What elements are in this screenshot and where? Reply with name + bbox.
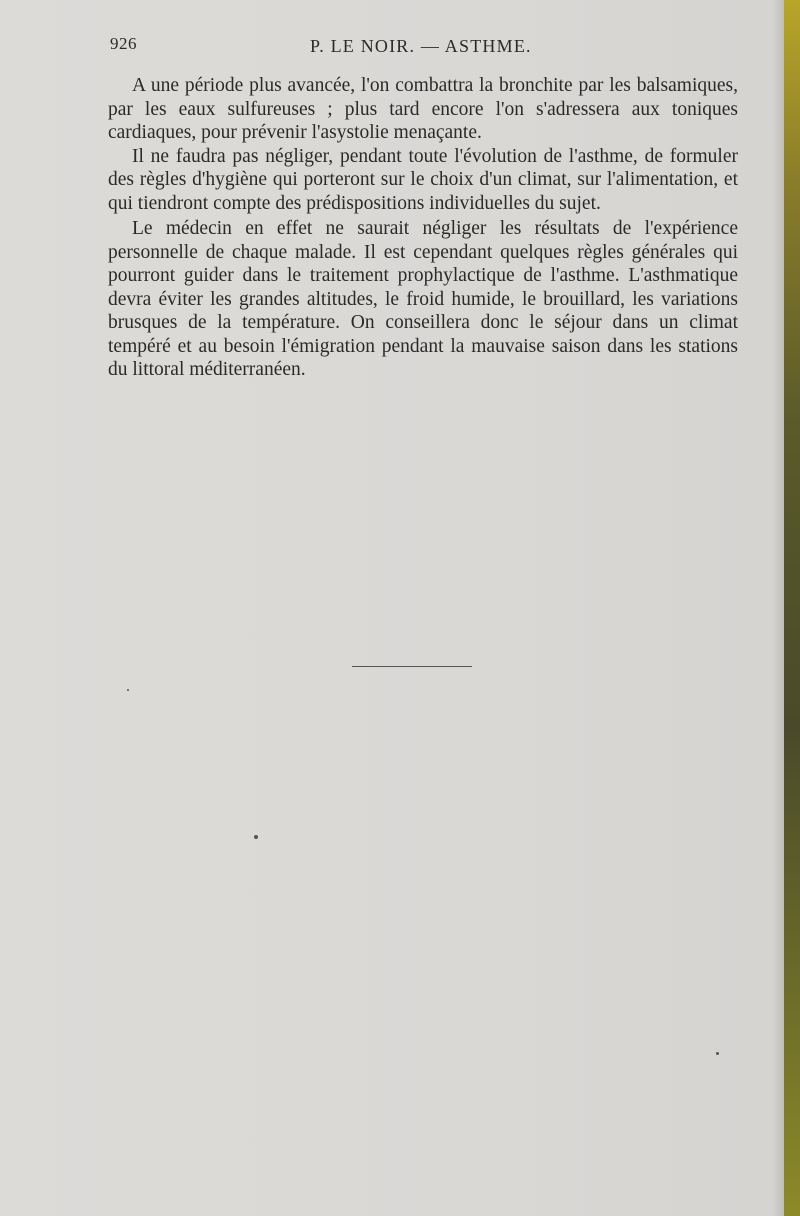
paragraph-2: Il ne faudra pas négliger, pendant toute l'évolution de l'asthme, de formuler des règles d'hygiène qui porteront sur le choix d'un climat, sur l'alimentation, et qui tiendront compte des prédispositions individuelles du sujet.	[108, 145, 738, 214]
paragraph-3: Le médecin en effet ne saurait négliger les résultats de l'expérience personnelle de chaque malade. Il est cependant quelques règles générales qui pourront guider dans le traitement prophylactique de l'asthme. L'asthmatique devra éviter les grandes altitudes, le froid humide, le brouillard, les variations brusques de la température. On conseillera donc le séjour dans un climat tempéré et au besoin l'émigration pendant la mauvaise saison dans les stations du littoral méditerranéen.	[108, 218, 738, 380]
page-edge-shadow	[774, 0, 784, 1216]
paper-speck	[254, 835, 258, 839]
book-edge	[784, 0, 800, 1216]
page-header	[110, 34, 730, 64]
paper-speck	[127, 689, 129, 691]
running-head: P. LE NOIR. — ASTHME.	[310, 36, 532, 56]
page-number: 926	[110, 34, 137, 53]
body-text	[108, 74, 738, 382]
paragraph-1: A une période plus avancée, l'on combattra la bronchite par les balsamiques, par les eaux sulfureuses ; plus tard encore l'on s'adressera aux toniques cardiaques, pour prévenir l'asystolie menaçante.	[108, 75, 738, 143]
paper-speck	[716, 1052, 719, 1055]
section-separator	[352, 666, 472, 667]
